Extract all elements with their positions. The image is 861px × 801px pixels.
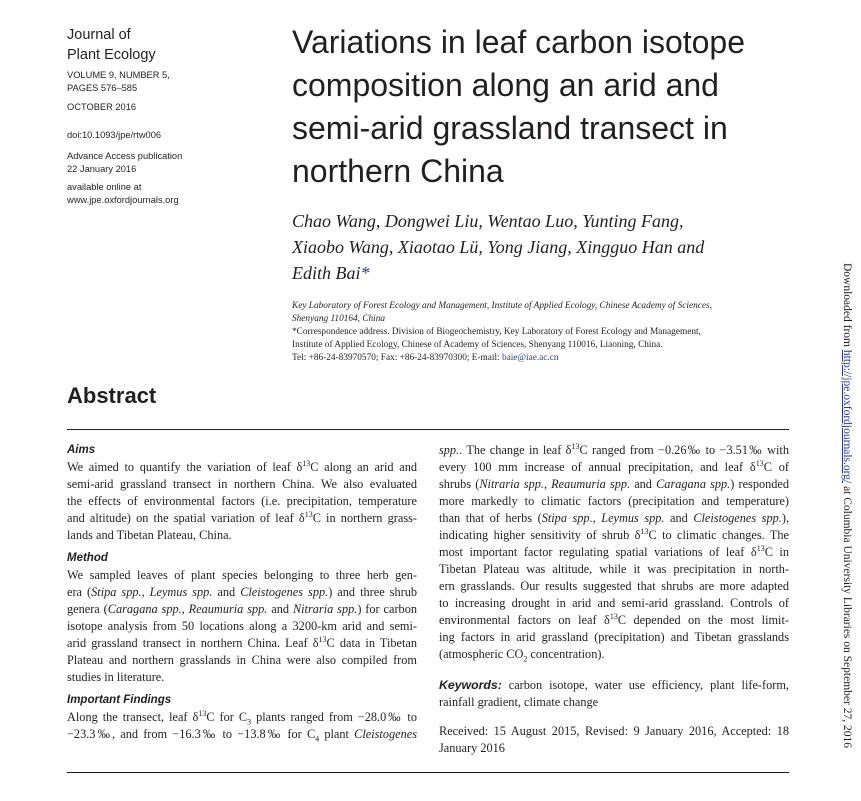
download-notice xyxy=(840,263,854,748)
journal-url[interactable]: www.jpe.oxfordjournals.org xyxy=(67,195,179,205)
method-line: genera (Caragana spp., Reaumuria spp. and Nitraria spp.) for carbon xyxy=(67,602,417,616)
method-line: studies in literature. xyxy=(67,670,165,684)
journal-name-line2: Plant Ecology xyxy=(67,47,156,63)
online-availability xyxy=(67,181,179,207)
title-line-2: composition along an arid and xyxy=(292,67,719,103)
contact-phone-fax: Tel: +86-24-83970570; Fax: +86-24-83970300; E-mail: xyxy=(292,353,502,363)
aims-line: and altitude) on the spatial variation of leaf $\delta^{13}C$ in northern grass- xyxy=(67,509,417,525)
method-line: isotope analysis from 50 locations along a 3200-km arid and semi- xyxy=(67,619,417,633)
findings-continued-line: Tibetan Plateau was altitude, while it was precipitation in north- xyxy=(439,562,789,576)
keywords-line: rainfall gradient, climate change xyxy=(439,695,599,709)
findings-continued-line: most important factor regulating spatial variations of leaf $\delta^{13}C$ in xyxy=(439,543,790,559)
volume-info xyxy=(67,69,170,95)
findings-continued-line: than that of herbs (Stipa spp., Leymus spp. and Cleistogenes spp.), xyxy=(439,511,790,525)
advance-access xyxy=(67,150,182,176)
author-list xyxy=(292,208,812,286)
keywords-label: Keywords: xyxy=(439,678,502,692)
available-online-label: available online at xyxy=(67,182,142,192)
keywords-line: Keywords: carbon isotope, water use efficiency, plant life-form, xyxy=(439,678,789,692)
advance-access-label: Advance Access publication xyxy=(67,151,183,161)
contact-line xyxy=(292,352,792,365)
findings-continued-line: (atmospheric $CO_2$ concentration). xyxy=(439,647,605,664)
article-title xyxy=(292,21,812,193)
findings-continued-line: environmental factors on leaf $\delta^{13}C$ depended on the most limit- xyxy=(439,611,789,627)
advance-access-date: 22 January 2016 xyxy=(67,164,137,174)
title-line-1: Variations in leaf carbon isotope xyxy=(292,24,746,60)
findings-continued-line: more markedly to climatic factors (precipitation and temperature) xyxy=(439,494,789,508)
journal-site-link[interactable]: http://jpe.oxfordjournals.org/ xyxy=(841,349,853,484)
findings-continued-line: every 100 mm increase of annual precipitation, and leaf $\delta^{13}C$ of xyxy=(439,458,789,474)
received-dates-line: Received: 15 August 2015, Revised: 9 January 2016, Accepted: 18 xyxy=(439,724,789,738)
aims-line: lands and Tibetan Plateau, China. xyxy=(67,528,232,542)
title-line-4: northern China xyxy=(292,153,504,189)
volume: VOLUME 9, NUMBER 5, xyxy=(67,70,170,80)
journal-name xyxy=(67,25,156,65)
title-line-3: semi-arid grassland transect in xyxy=(292,110,728,146)
correspondence-line-1: *Correspondence address. Division of Biogeochemistry, Key Laboratory of Forest Ecology and Management, xyxy=(292,327,701,337)
abstract-left-column xyxy=(67,442,417,743)
affiliation-line-1: Key Laboratory of Forest Ecology and Management, Institute of Applied Ecology, Chinese Academy of Sciences, xyxy=(292,301,712,311)
abstract-bottom-rule xyxy=(67,772,789,773)
correspondence-line-2: Institute of Applied Ecology, Chinese of Academy of Sciences, Shenyang 110016, Liaoning, China. xyxy=(292,340,663,350)
journal-name-line1: Journal of xyxy=(67,27,131,43)
affiliation-block xyxy=(292,300,792,365)
findings-continued-line: shrubs (Nitraria spp., Reaumuria spp. and Caragana spp.) responded xyxy=(439,477,790,491)
aims-line: semi-arid grassland transect in northern China. We also evaluated xyxy=(67,477,417,491)
aims-heading: Aims xyxy=(67,444,96,456)
corresponding-author-marker[interactable]: * xyxy=(360,263,370,283)
affiliation-line-2: Shenyang 110164, China xyxy=(292,314,386,324)
method-line: arid grassland transect in northern China. Leaf $\delta^{13}C$ data in Tibetan xyxy=(67,634,417,650)
findings-continued-line: spp.. The change in leaf $\delta^{13}C$ ranged from −0.26‰ to −3.51‰ with xyxy=(439,441,789,457)
received-dates-line: January 2016 xyxy=(439,741,505,755)
findings-continued-line: ing factors in arid grassland (precipitation) and Tibetan grasslands xyxy=(439,630,789,644)
authors-line-1: Chao Wang, Dongwei Liu, Wentao Luo, Yunting Fang, xyxy=(292,211,684,231)
abstract-heading: Abstract xyxy=(67,383,157,408)
method-heading: Method xyxy=(67,552,108,564)
download-prefix: Downloaded from xyxy=(841,263,853,350)
findings-continued-line: to increasing drought in arid and semi-arid grassland. Controls of xyxy=(439,596,789,610)
pages: PAGES 576–585 xyxy=(67,83,138,93)
findings-heading: Important Findings xyxy=(67,694,172,706)
download-suffix: at Columbia University Libraries on September 27, 2016 xyxy=(841,483,853,748)
findings-continued-line: indicating higher sensitivity of shrub $\delta^{13}C$ to climatic changes. The xyxy=(439,526,789,542)
email-link[interactable]: baie@iae.ac.cn xyxy=(501,353,559,363)
method-line: We sampled leaves of plant species belonging to three herb gen- xyxy=(67,568,417,582)
aims-line: the effects of environmental factors (i.e. precipitation, temperature xyxy=(67,494,417,508)
doi: doi:10.1093/jpe/rtw006 xyxy=(67,130,162,140)
method-line: era (Stipa spp., Leymus spp. and Cleistogenes spp.) and three shrub xyxy=(67,585,417,599)
authors-line-2: Xiaobo Wang, Xiaotao Lü, Yong Jiang, Xingguo Han and xyxy=(292,237,705,257)
aims-line: We aimed to quantify the variation of leaf $\delta^{13}C$ along an arid and xyxy=(67,458,417,474)
findings-line: −23.3‰, and from −16.3‰ to −13.8‰ for $C_4$ plant Cleistogenes xyxy=(67,727,417,744)
authors-line-3 xyxy=(292,260,812,286)
findings-line: Along the transect, leaf $\delta^{13}C$ for $C_3$ plants ranged from −28.0‰ to xyxy=(67,708,417,727)
author-last: Edith Bai xyxy=(292,263,361,283)
method-line: Plateau and northern grasslands in China were also compiled from xyxy=(67,653,417,667)
abstract-right-column xyxy=(439,442,789,757)
abstract-top-rule xyxy=(67,429,789,430)
findings-continued-line: ern grasslands. Our results suggested that shrubs are more adapted xyxy=(439,579,789,593)
issue-date: OCTOBER 2016 xyxy=(67,102,137,112)
